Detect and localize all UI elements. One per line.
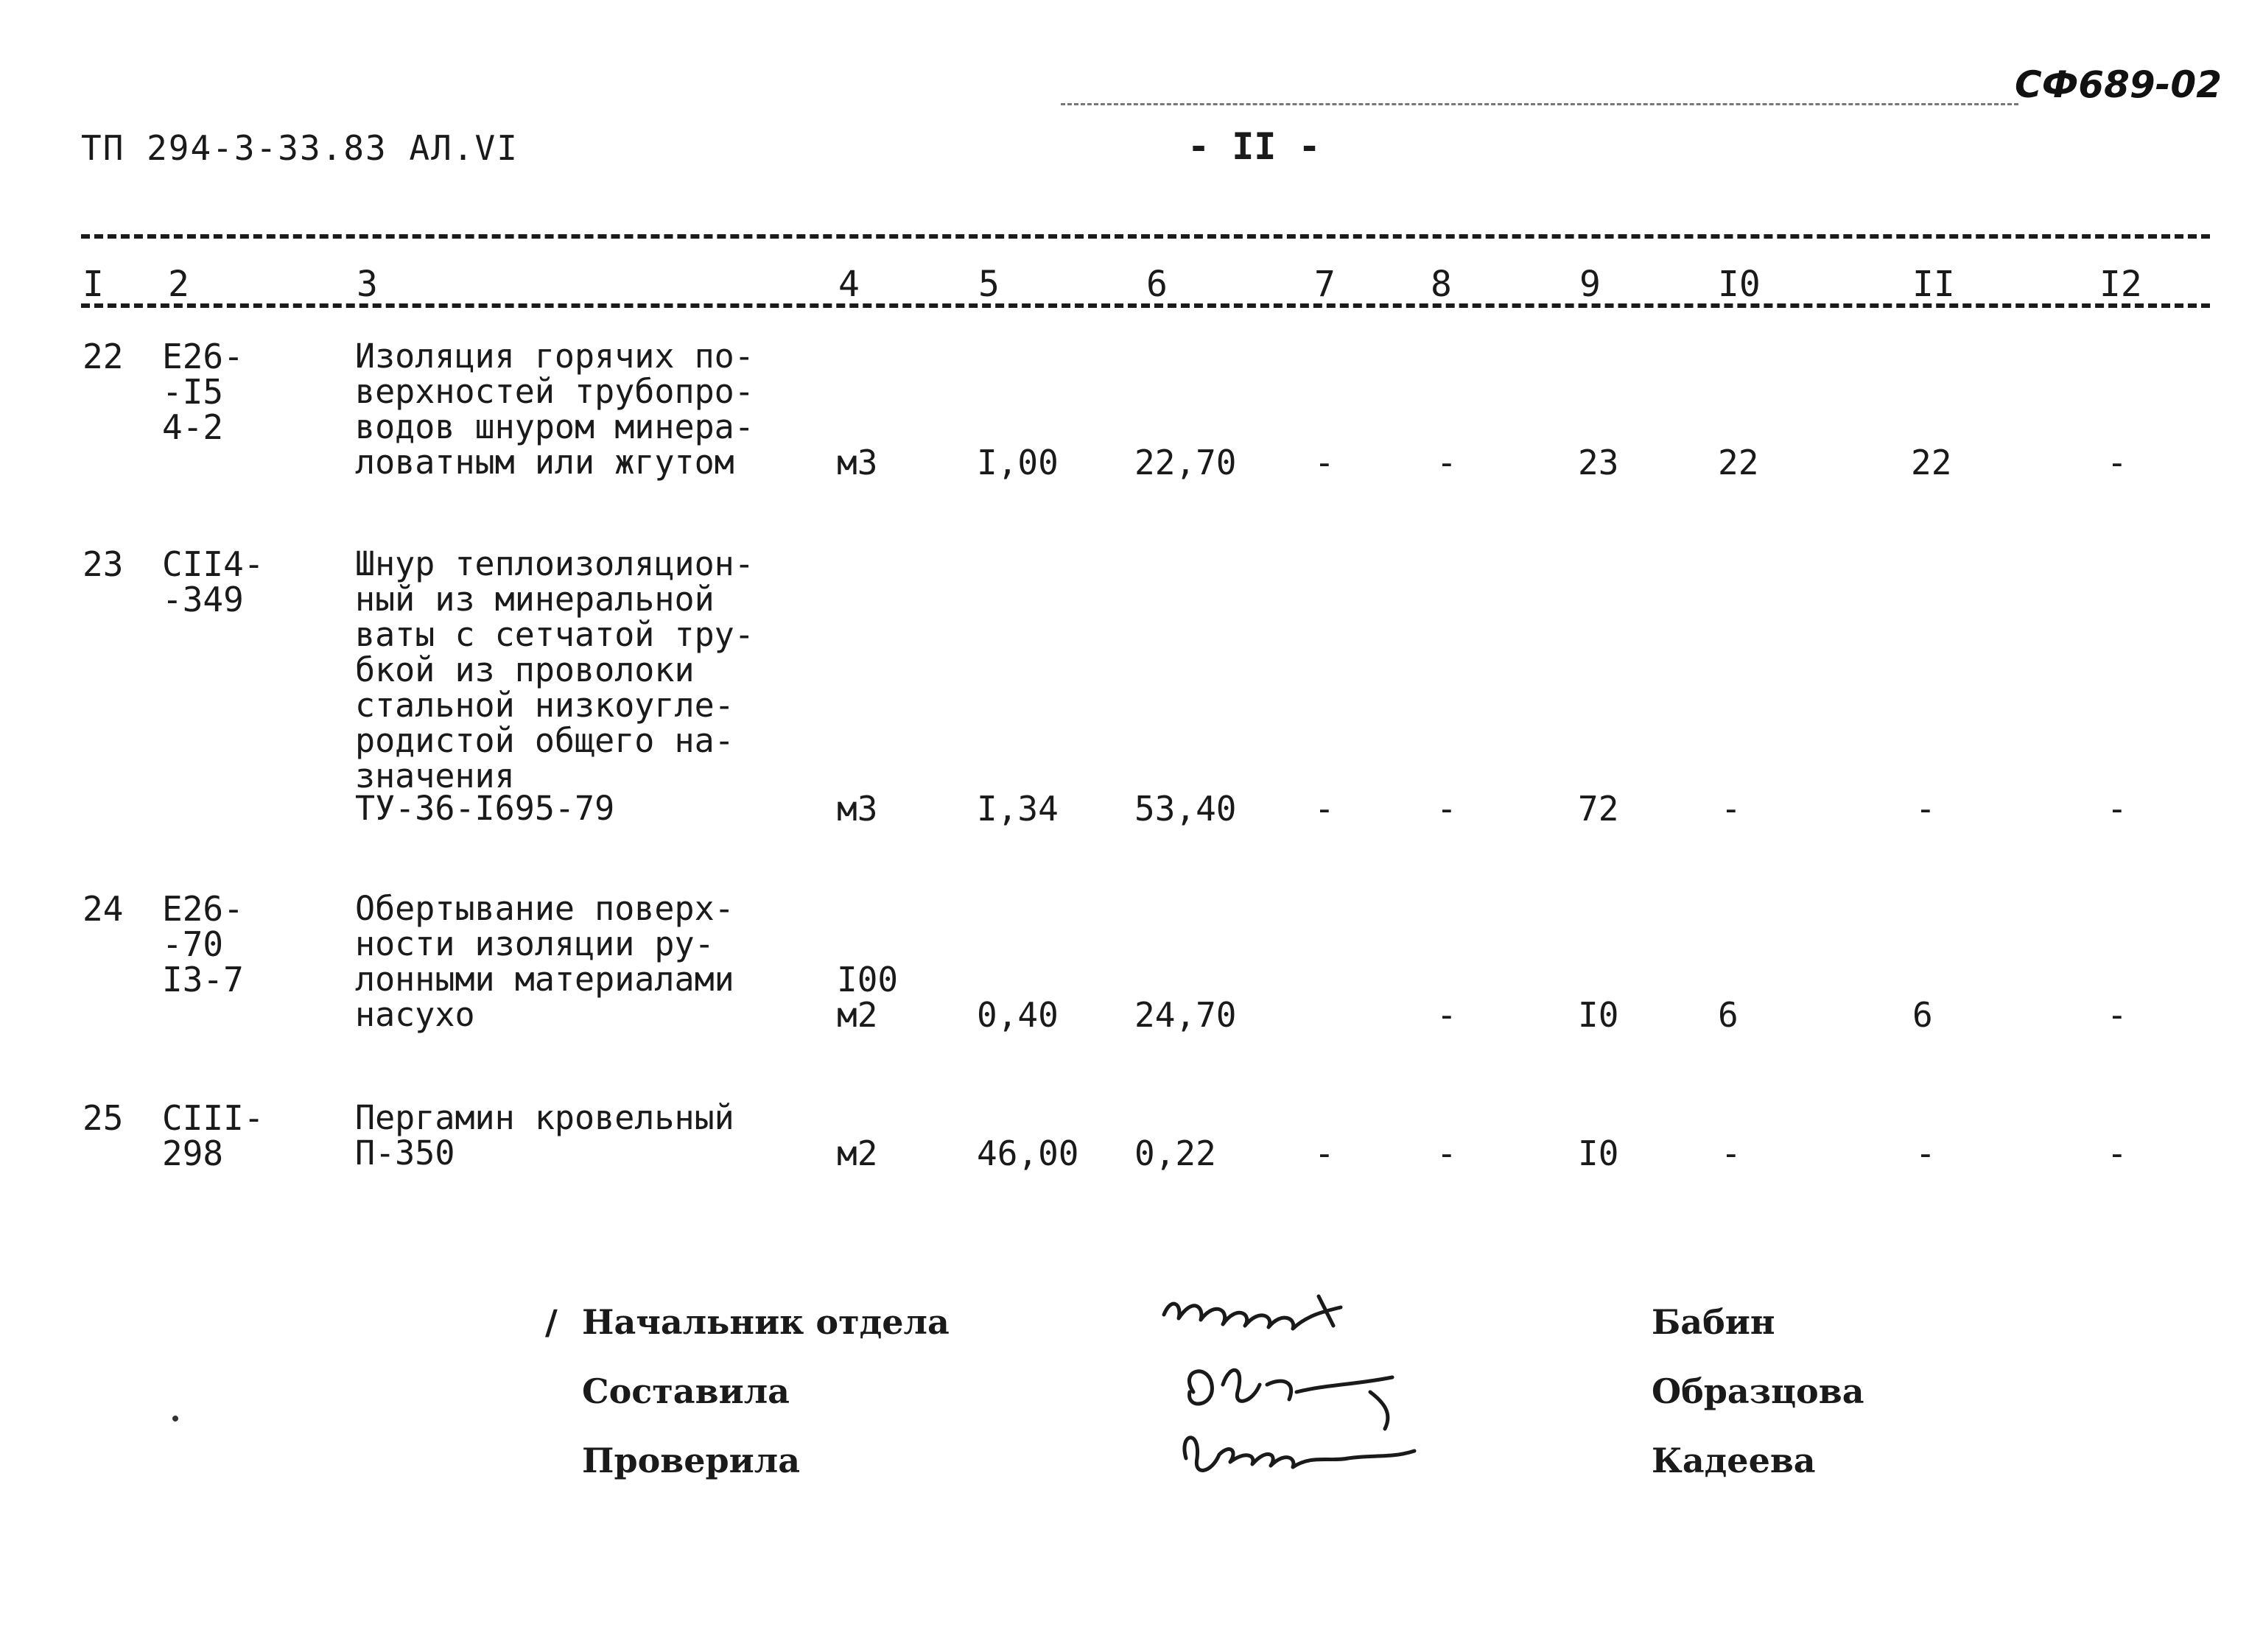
work-description: стальной низкоугле- — [355, 686, 734, 725]
work-description: П-350 — [355, 1133, 455, 1173]
col11-value: - — [1915, 789, 1936, 829]
col-7: 7 — [1314, 264, 1336, 305]
signature-role: Начальник отдела — [582, 1302, 950, 1342]
work-description: лонными материалами — [355, 960, 734, 999]
row-number: 24 — [83, 889, 124, 929]
col12-value: - — [2107, 443, 2127, 482]
work-description: верхностей трубопро- — [355, 372, 754, 411]
col10-value: 6 — [1718, 995, 1739, 1035]
work-description: значения — [355, 756, 515, 795]
row-number: 23 — [83, 544, 124, 584]
archive-stamp: СФ689-02 — [2015, 63, 2222, 106]
table-header-rule — [81, 303, 2210, 308]
work-description: ный из минеральной — [355, 580, 715, 619]
work-description: родистой общего на- — [355, 721, 734, 760]
rate-code: Е26- — [162, 337, 244, 376]
work-description: бкой из проволоки — [355, 650, 695, 689]
work-description: ности изоляции ру- — [355, 924, 715, 963]
unit: м3 — [837, 789, 878, 829]
signature-stroke-2 — [1189, 1370, 1392, 1429]
page-number: - II - — [1187, 125, 1321, 168]
col10-value: 22 — [1718, 443, 1759, 482]
rate-code: -70 — [162, 924, 224, 964]
col7-value: - — [1314, 1133, 1335, 1173]
col9-value: I0 — [1578, 1133, 1619, 1173]
quantity: 0,40 — [977, 995, 1059, 1035]
col-4: 4 — [838, 264, 860, 305]
work-description: ваты с сетчатой тру- — [355, 615, 754, 654]
rate-code: -I5 — [162, 372, 224, 412]
col12-value: - — [2107, 995, 2127, 1035]
row-number: 25 — [83, 1098, 124, 1138]
col8-value: - — [1436, 443, 1457, 482]
col11-value: 6 — [1912, 995, 1933, 1035]
quantity: 46,00 — [977, 1133, 1079, 1173]
quantity: I,00 — [977, 443, 1059, 482]
work-description: ТУ-36-I695-79 — [355, 789, 615, 828]
signatory-name: Образцова — [1652, 1371, 1864, 1411]
unit: м2 — [837, 995, 878, 1035]
rate-code: СIII- — [162, 1098, 264, 1138]
unit: I00 — [837, 960, 899, 999]
handwritten-signatures — [1149, 1274, 1532, 1495]
col7-value: - — [1314, 789, 1335, 829]
col11-value: - — [1915, 1133, 1936, 1173]
col-6: 6 — [1146, 264, 1168, 305]
col-5: 5 — [978, 264, 1000, 305]
work-description: насухо — [355, 995, 475, 1034]
paper-dot — [172, 1416, 178, 1421]
rate-code: Е26- — [162, 889, 244, 929]
col12-value: - — [2107, 789, 2127, 829]
col10-value: - — [1721, 789, 1741, 829]
signature-role: Составила — [582, 1371, 790, 1411]
col-8: 8 — [1431, 264, 1452, 305]
col9-value: 72 — [1578, 789, 1619, 829]
work-description: Пергамин кровельный — [355, 1098, 734, 1137]
unit-price: 53,40 — [1134, 789, 1237, 829]
col-2: 2 — [168, 264, 189, 305]
unit: м3 — [837, 443, 878, 482]
col7-value: - — [1314, 443, 1335, 482]
work-description: Изоляция горячих по- — [355, 337, 754, 376]
unit: м2 — [837, 1133, 878, 1173]
rate-code: СII4- — [162, 544, 264, 584]
signature-mark: / — [545, 1302, 558, 1342]
col11-value: 22 — [1911, 443, 1952, 482]
unit-price: 24,70 — [1134, 995, 1237, 1035]
work-description: ловатным или жгутом — [355, 443, 734, 482]
col-9: 9 — [1579, 264, 1601, 305]
col-11: II — [1912, 264, 1955, 305]
col8-value: - — [1436, 789, 1457, 829]
work-description: водов шнуром минера- — [355, 407, 754, 446]
col8-value: - — [1436, 1133, 1457, 1173]
col-1: I — [83, 264, 104, 305]
unit-price: 0,22 — [1134, 1133, 1216, 1173]
col8-value: - — [1436, 995, 1457, 1035]
col10-value: - — [1721, 1133, 1741, 1173]
rate-code: 4-2 — [162, 407, 224, 447]
top-faint-line — [1061, 103, 2018, 105]
rate-code: -349 — [162, 580, 244, 619]
signature-stroke-1 — [1164, 1296, 1341, 1329]
col9-value: 23 — [1578, 443, 1619, 482]
col-10: I0 — [1718, 264, 1761, 305]
signature-stroke-3 — [1185, 1438, 1414, 1471]
col-3: 3 — [357, 264, 378, 305]
unit-price: 22,70 — [1134, 443, 1237, 482]
table-top-rule — [81, 234, 2210, 239]
work-description: Шнур теплоизоляцион- — [355, 544, 754, 583]
signature-role: Проверила — [582, 1441, 801, 1480]
col9-value: I0 — [1578, 995, 1619, 1035]
document-code: ТП 294-3-33.83 АЛ.VI — [81, 128, 519, 168]
col12-value: - — [2107, 1133, 2127, 1173]
work-description: Обертывание поверх- — [355, 889, 734, 928]
signatory-name: Бабин — [1652, 1302, 1775, 1342]
col-12: I2 — [2099, 264, 2142, 305]
rate-code: 298 — [162, 1133, 224, 1173]
quantity: I,34 — [977, 789, 1059, 829]
rate-code: I3-7 — [162, 960, 244, 999]
signatory-name: Кадеева — [1652, 1441, 1816, 1480]
row-number: 22 — [83, 337, 124, 376]
